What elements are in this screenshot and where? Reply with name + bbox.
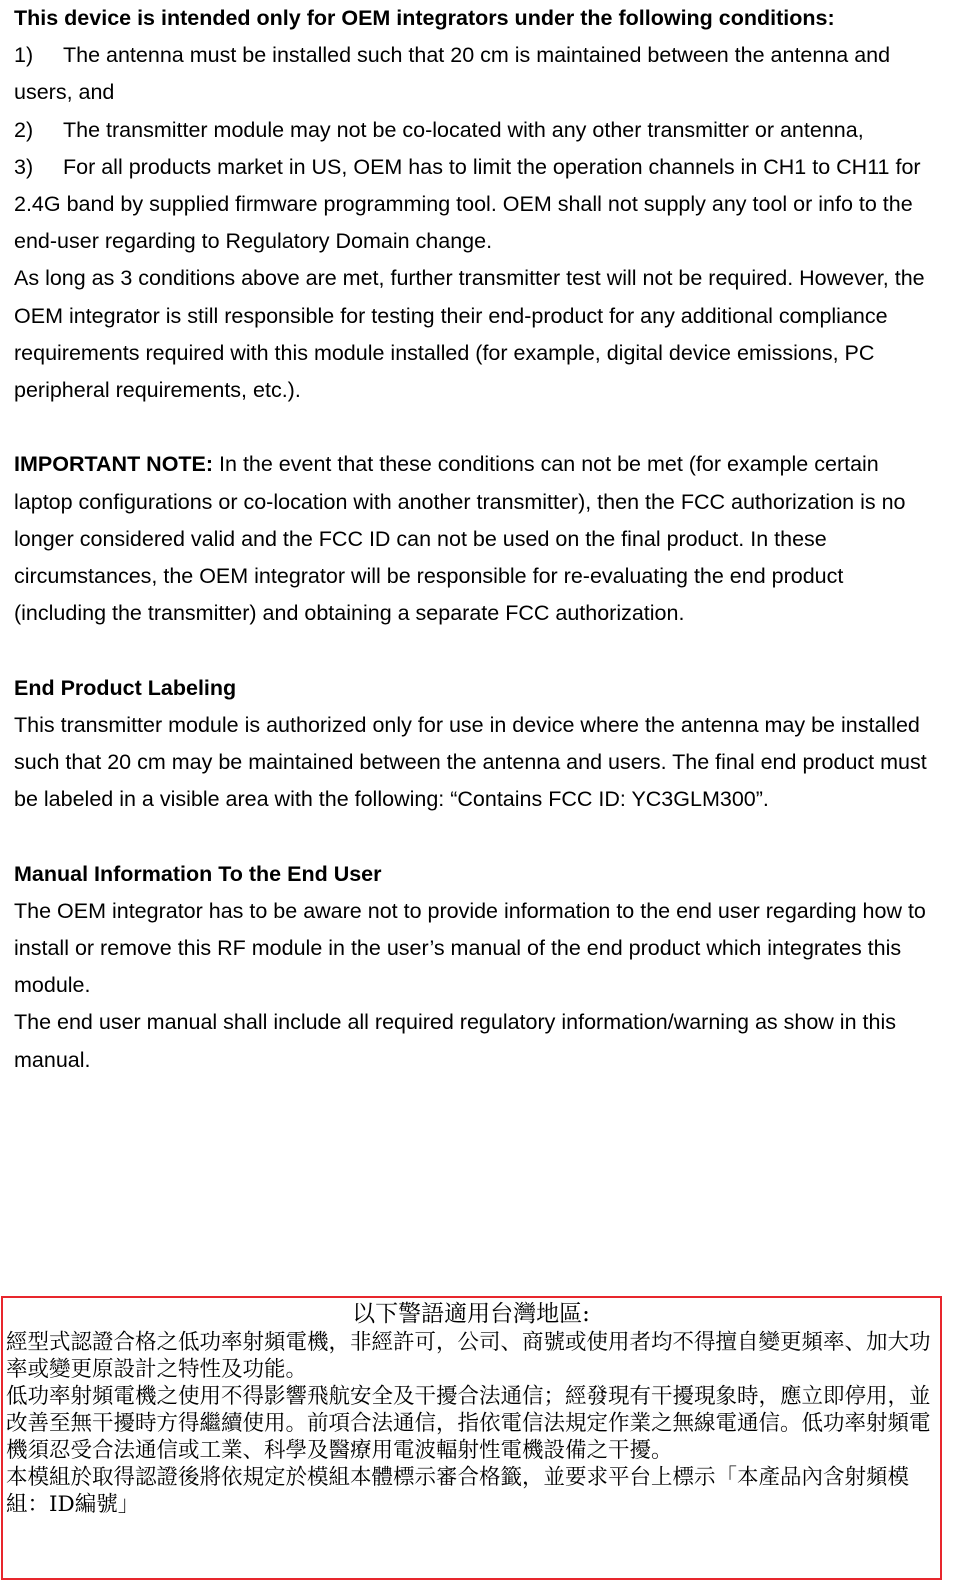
taiwan-warning-title: 以下警語適用台灣地區: <box>352 1301 590 1327</box>
labeling-text: This transmitter module is authorized only for use in device where the antenna may be installed such that 20 cm may be maintained between the antenna and users. The final end product must be labeled in a visible area with the following: “Contains FCC ID: YC3GLM300”. <box>14 712 927 812</box>
taiwan-warning-box <box>1 1296 942 1580</box>
oem-intro: This device is intended only for OEM integrators under the following conditions: <box>14 6 835 30</box>
condition-text: For all products market in US, OEM has to limit the operation channels in CH1 to CH11 for 2.4G band by supplied firmware programming tool. OEM shall not supply any tool or info to the end-user regarding to Regulatory Domain change. <box>14 154 921 254</box>
condition-text: The antenna must be installed such that 20 cm is maintained between the antenna and users, and <box>14 43 891 105</box>
spacer <box>14 632 934 669</box>
important-note-label: IMPORTANT NOTE: <box>14 452 214 477</box>
condition-number: 3) <box>14 154 34 179</box>
labeling-heading: End Product Labeling <box>14 675 237 700</box>
spacer <box>14 818 934 855</box>
conditions-summary: As long as 3 conditions above are met, further transmitter test will not be required. However, the OEM integrator is still responsible for testing their end-product for any additional compliance requirements required with this module installed (for example, digital device emissions, PC peripheral requirements, etc.). <box>14 266 925 403</box>
manual-info-heading: Manual Information To the End User <box>14 861 382 886</box>
taiwan-warning-paragraph: 低功率射頻電機之使用不得影響飛航安全及干擾合法通信；經發現有干擾現象時，應立即停用，並改善至無干擾時方得繼續使用。前項合法通信，指依電信法規定作業之無線電通信。低功率射頻電機須忍受合法通信或工業、科學及醫療用電波輻射性電機設備之干擾。 <box>6 1384 931 1463</box>
condition-number: 1) <box>14 43 34 68</box>
taiwan-warning-paragraph: 經型式認證合格之低功率射頻電機，非經許可，公司、商號或使用者均不得擅自變更頻率、加大功率或變更原設計之特性及功能。 <box>6 1330 931 1382</box>
manual-info-paragraph: The end user manual shall include all required regulatory information/warning as show in this manual. <box>14 1010 896 1072</box>
condition-text: The transmitter module may not be co-located with any other transmitter or antenna, <box>63 117 864 142</box>
document-body <box>14 0 934 1079</box>
manual-info-paragraph: The OEM integrator has to be aware not to provide information to the end user regarding how to install or remove this RF module in the user’s manual of the end product which integrates this module. <box>14 898 926 998</box>
important-note-text: In the event that these conditions can not be met (for example certain laptop configurations or co-location with another transmitter), then the FCC authorization is no longer considered valid and the FCC ID can not be used on the final product. In these circumstances, the OEM integrator will be responsible for re-evaluating the end product (including the transmitter) and obtaining a separate FCC authorization. <box>14 452 906 626</box>
taiwan-warning-paragraph: 本模組於取得認證後將依規定於模組本體標示審合格籤，並要求平台上標示「本產品內含射頻模組：ID編號」 <box>6 1465 910 1517</box>
spacer <box>14 409 934 446</box>
condition-number: 2) <box>14 117 34 142</box>
condition-3 <box>14 149 934 261</box>
important-note <box>14 446 934 632</box>
condition-1 <box>14 37 934 111</box>
condition-2 <box>14 112 934 149</box>
